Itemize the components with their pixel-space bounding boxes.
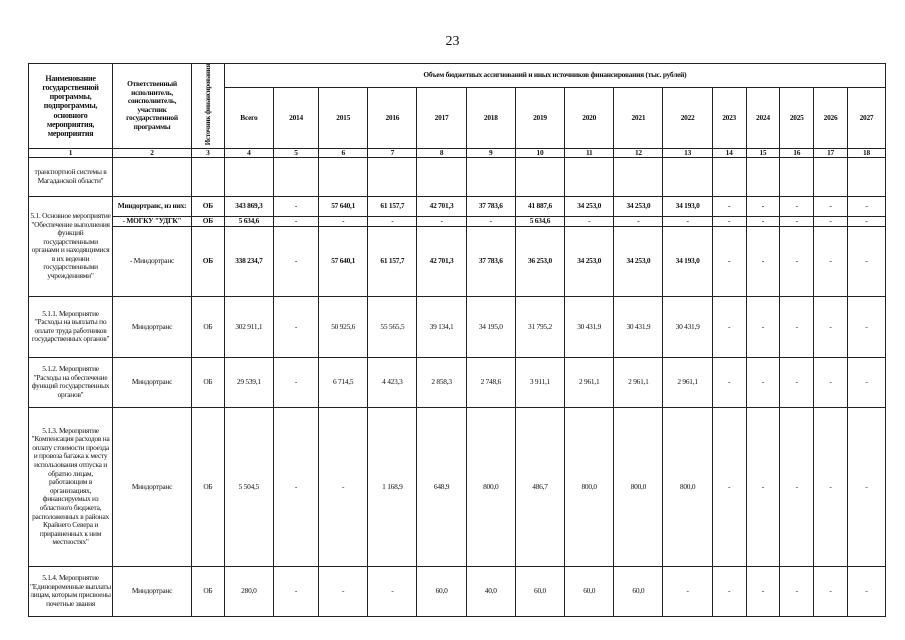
- value-cell: 280,0: [224, 566, 273, 616]
- column-number-row: [29, 148, 886, 157]
- value-cell: 50 925,6: [319, 296, 368, 357]
- header-year-2016: 2016: [368, 88, 417, 149]
- row-name: 5.1. Основное мероприятие "Обеспечение выполнения функций государственными органами и находящимися в их ведении государственными учреждениями": [29, 196, 113, 296]
- header-year-2019: 2019: [515, 88, 564, 149]
- budget-table: [28, 63, 886, 617]
- value-cell: -: [273, 216, 318, 226]
- header-year-2023: 2023: [712, 88, 746, 149]
- row-source: ОБ: [191, 357, 224, 407]
- column-number: 13: [663, 148, 712, 157]
- value-cell: -: [746, 196, 780, 216]
- value-cell: -: [814, 196, 848, 216]
- value-cell: 3 911,1: [515, 357, 564, 407]
- header-year-2020: 2020: [565, 88, 614, 149]
- value-cell: 34 253,0: [565, 226, 614, 296]
- value-cell: -: [466, 216, 515, 226]
- column-number: 17: [814, 148, 848, 157]
- value-cell: 2 961,1: [614, 357, 663, 407]
- header-year-2015: 2015: [319, 88, 368, 149]
- value-cell: 60,0: [515, 566, 564, 616]
- value-cell: -: [814, 357, 848, 407]
- value-cell: 42 701,3: [417, 226, 466, 296]
- value-cell: 5 634,6: [515, 216, 564, 226]
- header-volume: Объем бюджетных ассигнований и иных источников финансирования (тыс. рублей): [224, 64, 885, 88]
- value-cell: 6 714,5: [319, 357, 368, 407]
- value-cell: 34 193,0: [663, 196, 712, 216]
- row-source: [191, 157, 224, 196]
- value-cell: 2 961,1: [663, 357, 712, 407]
- value-cell: 800,0: [614, 407, 663, 566]
- value-cell: 30 431,9: [565, 296, 614, 357]
- value-cell: -: [847, 357, 885, 407]
- header-year-2017: 2017: [417, 88, 466, 149]
- value-cell: 57 640,1: [319, 226, 368, 296]
- row-name: транспортной системы в Магаданской области": [29, 157, 113, 196]
- column-number: 8: [417, 148, 466, 157]
- value-cell: 34 253,0: [565, 196, 614, 216]
- table-row: [29, 566, 886, 616]
- value-cell: -: [712, 216, 746, 226]
- value-cell: -: [814, 407, 848, 566]
- value-cell: -: [780, 296, 814, 357]
- row-executor: Миндортранс: [113, 566, 192, 616]
- column-number: 12: [614, 148, 663, 157]
- value-cell: -: [712, 407, 746, 566]
- value-cell: 42 701,3: [417, 196, 466, 216]
- header-source-column: Источник финансирования: [191, 64, 224, 149]
- value-cell: -: [565, 216, 614, 226]
- value-cell: -: [712, 357, 746, 407]
- value-cell: 34 193,0: [663, 226, 712, 296]
- value-cell: -: [780, 196, 814, 216]
- value-cell: 61 157,7: [368, 226, 417, 296]
- row-executor: - МОГКУ "УДГК": [113, 216, 192, 226]
- table-row: [29, 157, 886, 196]
- row-source: ОБ: [191, 226, 224, 296]
- column-number: 3: [191, 148, 224, 157]
- value-cell: -: [368, 566, 417, 616]
- header-year-2018: 2018: [466, 88, 515, 149]
- row-name: 5.1.1. Мероприятие "Расходы на выплаты по оплате труда работников государственных органов": [29, 296, 113, 357]
- column-number: 18: [847, 148, 885, 157]
- row-executor: Миндортранс, из них:: [113, 196, 192, 216]
- value-cell: -: [746, 226, 780, 296]
- table-row: [29, 216, 886, 226]
- value-cell: 31 795,2: [515, 296, 564, 357]
- value-cell: -: [319, 566, 368, 616]
- value-cell: -: [663, 216, 712, 226]
- column-number: 4: [224, 148, 273, 157]
- value-cell: -: [847, 196, 885, 216]
- header-year-2026: 2026: [814, 88, 848, 149]
- value-cell: -: [712, 226, 746, 296]
- value-cell: -: [746, 407, 780, 566]
- value-cell: -: [780, 216, 814, 226]
- row-executor: - Миндортранс: [113, 226, 192, 296]
- value-cell: 61 157,7: [368, 196, 417, 216]
- row-executor: [113, 157, 192, 196]
- value-cell: -: [814, 216, 848, 226]
- value-cell: -: [814, 296, 848, 357]
- header-year-2014: 2014: [273, 88, 318, 149]
- table-row: [29, 357, 886, 407]
- value-cell: 1 168,9: [368, 407, 417, 566]
- header-year-2025: 2025: [780, 88, 814, 149]
- value-cell: -: [780, 357, 814, 407]
- value-cell: 37 783,6: [466, 196, 515, 216]
- row-source: ОБ: [191, 196, 224, 216]
- row-source: ОБ: [191, 296, 224, 357]
- value-cell: -: [273, 226, 318, 296]
- column-number: 9: [466, 148, 515, 157]
- column-number: 2: [113, 148, 192, 157]
- value-cell: 60,0: [565, 566, 614, 616]
- row-executor: Миндортранс: [113, 357, 192, 407]
- value-cell: 60,0: [614, 566, 663, 616]
- table-row: [29, 407, 886, 566]
- value-cell: -: [712, 566, 746, 616]
- value-cell: -: [847, 566, 885, 616]
- value-cell: 2 961,1: [565, 357, 614, 407]
- value-cell: -: [368, 216, 417, 226]
- header-executor-column: Ответственный исполнитель, соисполнитель, участник государственной программы: [113, 64, 192, 149]
- value-cell: 41 887,6: [515, 196, 564, 216]
- page-number: 23: [445, 34, 460, 49]
- value-cell: -: [780, 226, 814, 296]
- value-cell: 800,0: [565, 407, 614, 566]
- value-cell: -: [814, 226, 848, 296]
- value-cell: 34 253,0: [614, 196, 663, 216]
- row-name: 5.1.3. Мероприятие "Компенсация расходов на оплату стоимости проезда и провоза багажа к месту использования отпуска и обратно лицам, работающим в организациях, финансируемых из областного бюджета, расположенных в районах Крайнего Севера и приравненных к ним местностях": [29, 407, 113, 566]
- value-cell: -: [614, 216, 663, 226]
- value-cell: -: [847, 216, 885, 226]
- header-year-2021: 2021: [614, 88, 663, 149]
- table-row: [29, 226, 886, 296]
- header-name-column: Наименование государственной программы, подпрограммы, основного мероприятия, мероприятия: [29, 64, 113, 149]
- value-cell: 2 748,6: [466, 357, 515, 407]
- value-cell: 40,0: [466, 566, 515, 616]
- value-cell: 4 423,3: [368, 357, 417, 407]
- row-source: ОБ: [191, 566, 224, 616]
- value-cell: -: [814, 566, 848, 616]
- value-cell: 34 195,0: [466, 296, 515, 357]
- column-number: 16: [780, 148, 814, 157]
- value-cell: 648,9: [417, 407, 466, 566]
- value-cell: -: [273, 566, 318, 616]
- column-number: 6: [319, 148, 368, 157]
- value-cell: -: [780, 407, 814, 566]
- value-cell: 30 431,9: [663, 296, 712, 357]
- value-cell: -: [746, 357, 780, 407]
- value-cell: -: [746, 566, 780, 616]
- column-number: 5: [273, 148, 318, 157]
- table-row: [29, 296, 886, 357]
- row-source: ОБ: [191, 216, 224, 226]
- header-year-2022: 2022: [663, 88, 712, 149]
- row-executor: Миндортранс: [113, 296, 192, 357]
- value-cell: 36 253,0: [515, 226, 564, 296]
- value-cell: 30 431,9: [614, 296, 663, 357]
- value-cell: -: [319, 407, 368, 566]
- row-executor: Миндортранс: [113, 407, 192, 566]
- value-cell: 34 253,0: [614, 226, 663, 296]
- row-source: ОБ: [191, 407, 224, 566]
- header-year-2024: 2024: [746, 88, 780, 149]
- value-cell: 800,0: [466, 407, 515, 566]
- row-name: 5.1.4. Мероприятие "Единовременные выплаты лицам, которым присвоены почетные звания: [29, 566, 113, 616]
- value-cell: -: [273, 357, 318, 407]
- value-cell: -: [712, 196, 746, 216]
- row-name: 5.1.2. Мероприятие "Расходы на обеспечение функций государственных органов": [29, 357, 113, 407]
- column-number: 15: [746, 148, 780, 157]
- column-number: 1: [29, 148, 113, 157]
- value-cell: 800,0: [663, 407, 712, 566]
- value-cell: 55 565,5: [368, 296, 417, 357]
- value-cell: 5 634,6: [224, 216, 273, 226]
- value-cell: -: [712, 296, 746, 357]
- value-cell: 39 134,1: [417, 296, 466, 357]
- value-cell: -: [847, 407, 885, 566]
- header-year-2027: 2027: [847, 88, 885, 149]
- value-cell: 343 869,3: [224, 196, 273, 216]
- value-cell: -: [273, 196, 318, 216]
- value-cell: -: [746, 296, 780, 357]
- column-number: 7: [368, 148, 417, 157]
- column-number: 14: [712, 148, 746, 157]
- header-year-total: Всего: [224, 88, 273, 149]
- value-cell: -: [663, 566, 712, 616]
- value-cell: 37 783,6: [466, 226, 515, 296]
- value-cell: 29 539,1: [224, 357, 273, 407]
- value-cell: 486,7: [515, 407, 564, 566]
- value-cell: 338 234,7: [224, 226, 273, 296]
- value-cell: 2 858,3: [417, 357, 466, 407]
- value-cell: 302 911,1: [224, 296, 273, 357]
- value-cell: -: [319, 216, 368, 226]
- value-cell: 5 504,5: [224, 407, 273, 566]
- value-cell: 60,0: [417, 566, 466, 616]
- table-row: [29, 196, 886, 216]
- value-cell: -: [780, 566, 814, 616]
- value-cell: -: [746, 216, 780, 226]
- column-number: 10: [515, 148, 564, 157]
- value-cell: -: [847, 226, 885, 296]
- value-cell: -: [417, 216, 466, 226]
- column-number: 11: [565, 148, 614, 157]
- value-cell: -: [273, 296, 318, 357]
- value-cell: -: [847, 296, 885, 357]
- value-cell: 57 640,1: [319, 196, 368, 216]
- value-cell: -: [273, 407, 318, 566]
